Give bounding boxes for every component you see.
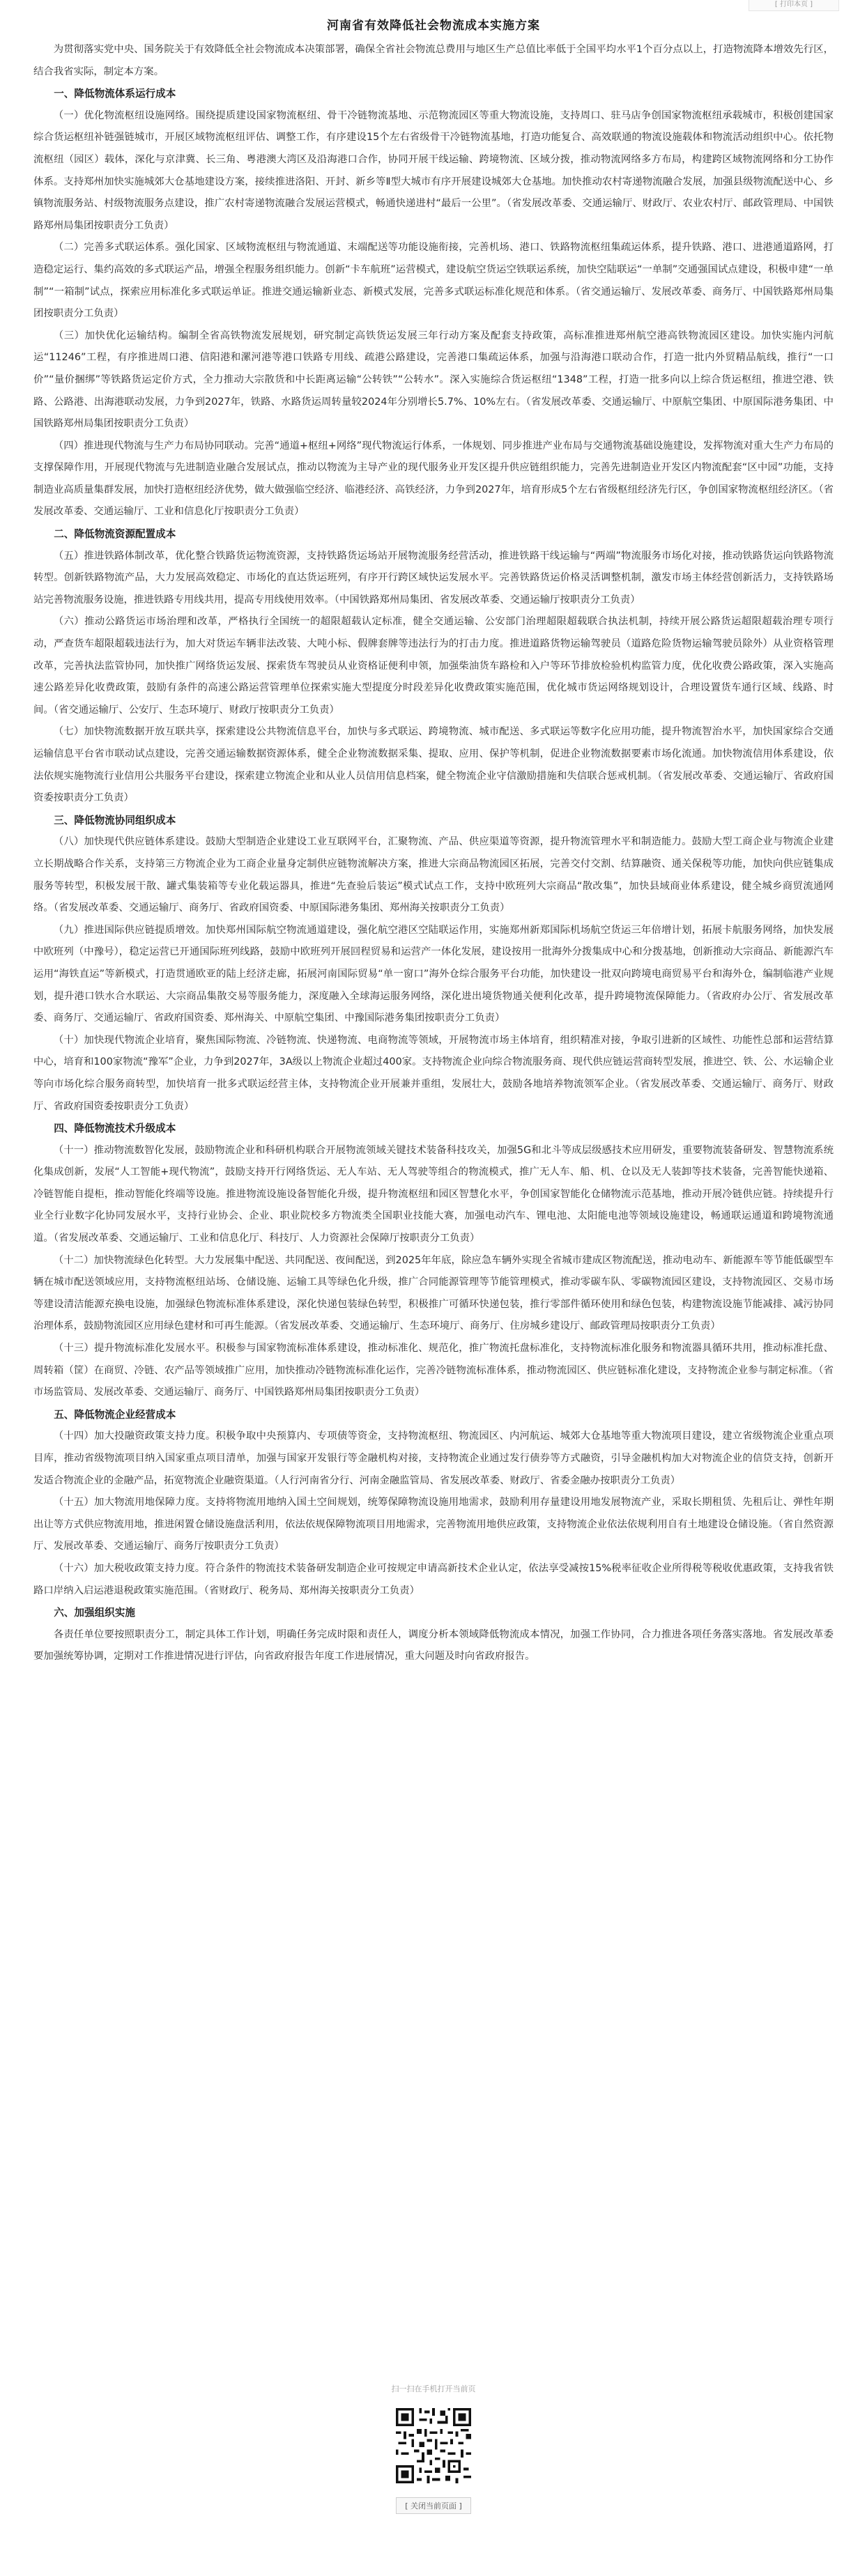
- section-heading: 三、降低物流协同组织成本: [54, 814, 176, 826]
- print-tab[interactable]: [749, 0, 839, 11]
- page-footer: [0, 2383, 867, 2514]
- body-paragraph: （三）加快优化运输结构。编制全省高铁物流发展规划，研究制定高铁货运发展三年行动方案及配套支持政策，高标准推进郑州航空港高铁物流园区建设。加快实施内河航运“11246”工程，有序推进周口港、信阳港和漯河港等港口铁路专用线、疏港公路建设，完善港口集疏运体系，加强与沿海港口联动合作，打造一批内外贸精品航线，推行“一口价”“量价捆绑”等铁路货运定价方式，全力推动大宗散货和中长距离运输“公转铁”“公转水”。深入实施综合货运枢纽“1348”工程，打造一批多向以上综合货运枢纽，推进空港、铁路、公路港、出海港联动发展，力争到2027年，铁路、水路货运周转量较2024年分别增长5.7%、10%左右。（省发展改革委、交通运输厅、中原航空集团、中原国际港务集团、中国铁路郑州局集团按职责分工负责）: [33, 330, 834, 430]
- section-heading: 四、降低物流技术升级成本: [54, 1123, 176, 1135]
- body-paragraph: （二）完善多式联运体系。强化国家、区域物流枢纽与物流通道、末端配送等功能设施衔接，完善机场、港口、铁路物流枢纽集疏运体系，提升铁路、港口、进港通道路网，打造稳定运行、集约高效的多式联运产品，增强全程服务组织能力。创新“卡车航班”运营模式，建设航空货运空铁联运系统，加快空陆联运“一单制”交通强国试点建设，积极申建“一单制”“一箱制”试点，探索应用标准化多式联运单证。推进交通运输新业态、新模式发展，完善多式联运标准化规范和体系。（省交通运输厅、发展改革委、商务厅、中国铁路郑州局集团按职责分工负责）: [33, 242, 834, 320]
- print-link[interactable]: [ 打印本页 ]: [774, 1, 813, 8]
- close-page-button[interactable]: [ 关闭当前页面 ]: [396, 2497, 471, 2514]
- body-paragraph: （八）加快现代供应链体系建设。鼓励大型制造企业建设工业互联网平台，汇聚物流、产品、供应渠道等资源，提升物流管理水平和制造能力。鼓励大型工商企业与物流企业建立长期战略合作关系，支持第三方物流企业为工商企业量身定制供应链物流解决方案，推进大宗商品物流园区拓展，完善交付交割、结算融资、通关保税等功能，加快向供应链集成服务等转型，积极发展干散、罐式集装箱等专业化载运器具，推进“先查验后装运”模式试点工作，支持中欧班列大宗商品“散改集”，加快县域商业体系建设，健全城乡商贸流通网络。（省发展改革委、交通运输厅、商务厅、省政府国资委、中原国际港务集团、郑州海关按职责分工负责）: [33, 836, 834, 914]
- body-paragraph: （五）推进铁路体制改革，优化整合铁路货运物流资源，支持铁路货运场站开展物流服务经营活动，推进铁路干线运输与“两端”物流服务市场化对接，推动铁路货运向铁路物流转型。创新铁路物流产品，大力发展高效稳定、市场化的直达货运班列，有序开行跨区域快运发展水平。完善铁路货运价格灵活调整机制，激发市场主体经营创新活力，支持铁路场站完善物流服务设施，推进铁路专用线共用，提高专用线使用效率。（中国铁路郑州局集团、省发展改革委、交通运输厅按职责分工负责）: [33, 550, 834, 606]
- body-paragraph: （九）推进国际供应链提质增效。加快郑州国际航空物流通道建设，强化航空港区空陆联运作用，实施郑州新郑国际机场航空货运三年倍增计划，拓展卡航服务网络，加快发展中欧班列（中豫号），稳定运营已开通国际班列线路，鼓励中欧班列开展回程贸易和运营产一体化发展，建设按用一批海外分拨集成中心和分拨基地，创新推动大宗商品、新能源汽车运用“海铁直运”等新模式，打造贯通欧亚的陆上经济走廊，拓展河南国际贸易“单一窗口”海外仓综合服务平台功能，加快建设一批双向跨境电商贸易平台和海外仓，编制临港产业规划，提升港口铁水合水联运、大宗商品集散交易等服务能力，深度融入全球海运服务网络，深化进出境货物通关便利化改革，提升跨境物流保障能力。（省政府办公厅、省发展改革委、商务厅、交通运输厅、省政府国资委、郑州海关、中原航空集团、中豫国际港务集团按职责分工负责）: [33, 924, 834, 1024]
- section-heading: 六、加强组织实施: [54, 1607, 135, 1619]
- body-paragraph: （十四）加大投融资政策支持力度。积极争取中央预算内、专项债等资金，支持物流枢纽、物流园区、内河航运、城郊大仓基地等重大物流项目建设，建立省级物流企业重点项目库，推动省级物流项目纳入国家重点项目清单，加强与国家开发银行等金融机构对接，支持物流企业通过发行债券等方式融资，引导金融机构加大对物流企业的信贷支持，创新开发适合物流企业的金融产品，拓宽物流企业融资渠道。（人行河南省分行、河南金融监管局、省发展改革委、财政厅、省委金融办按职责分工负责）: [33, 1430, 834, 1486]
- body-paragraph: （十五）加大物流用地保障力度。支持将物流用地纳入国土空间规划，统筹保障物流设施用地需求，鼓励利用存量建设用地发展物流产业，采取长期租赁、先租后让、弹性年期出让等方式供应物流用地，推进闲置仓储设施盘活利用，依法依规保障物流项目用地需求，完善物流用地供应政策，支持物流企业依法依规利用自有土地建设仓储设施。（省自然资源厅、发展改革委、交通运输厅、商务厅按职责分工负责）: [33, 1497, 834, 1552]
- qr-hint: 扫一扫在手机打开当前页: [391, 2384, 476, 2393]
- body-paragraph: （七）加快物流数据开放互联共享，探索建设公共物流信息平台，加快与多式联运、跨境物流、城市配送、多式联运等数字化应用功能，提升物流智治水平，加快国家综合交通运输信息平台省市联动试点建设，完善交通运输数据资源体系，健全企业物流数据采集、提取、应用、保护等机制，促进企业物流数据要素市场化流通。加快物流信用体系建设，依法依规实施物流行业信用公共服务平台建设，探索建立物流企业和从业人员信用信息档案，健全物流企业守信激励措施和失信联合惩戒机制。（省发展改革委、交通运输厅、省政府国资委按职责分工负责）: [33, 726, 834, 804]
- body-paragraph: （十三）提升物流标准化发展水平。积极参与国家物流标准体系建设，推动标准化、规范化，推广物流托盘标准化，支持物流标准化服务和物流器具循环共用，推动标准托盘、周转箱（筐）在商贸、冷链、农产品等领域推广应用，加快推动冷链物流标准化运作，完善冷链物流标准体系，推动物流园区、供应链标准化建设，支持物流企业参与制定标准。（省市场监管局、发展改革委、交通运输厅、商务厅、中国铁路郑州局集团按职责分工负责）: [33, 1343, 834, 1398]
- section-heading: 一、降低物流体系运行成本: [54, 88, 176, 100]
- qr-code-icon: [396, 2408, 471, 2483]
- body-paragraph: （十一）推动物流数智化发展，鼓励物流企业和科研机构联合开展物流领域关键技术装备科技攻关，加强5G和北斗等成层级感技术应用研发，重要物流装备研发、智慧物流系统化集成创新，发展“人工智能+现代物流”，鼓励支持开行网络货运、无人车站、无人驾驶等组合的物流模式，推广无人车、船、机、仓以及无人装卸等技术装备，完善智能快递箱、冷链智能自提柜，推动智能化终端等设施。推进物流设施设备智能化升级，提升物流枢纽和园区智慧化水平，争创国家智能化仓储物流示范基地，推动开展冷链供应链。持续提升行业全行业数字化协同发展水平，支持行业协会、企业、职业院校多方物流类全国职业技能大赛，加强电动汽车、锂电池、太阳能电池等领域设施建设，畅通联运通道和跨境物流通道。（省发展改革委、交通运输厅、工业和信息化厅、科技厅、人力资源社会保障厅按职责分工负责）: [33, 1144, 834, 1244]
- body-paragraph: （六）推动公路货运市场治理和改革，严格执行全国统一的超限超载认定标准，健全交通运输、公安部门治理超限超载联合执法机制，持续开展公路货运超限超载治理专项行动，严查货车超限超载违法行为，加大对货运车辆非法改装、大吨小标、假牌套牌等违法行为的打击力度。推进道路货物运输驾驶员（道路危险货物运输驾驶员除外）从业资格管理改革，完善执法监管协同，加快推广网络货运发展、探索货车驾驶员从业资格证便利申领，加强柴油货车路检和入户等环节排放检验机构监管力度，优化收费公路政策，深入实施高速公路差异化收费政策，鼓励有条件的高速公路运营管理单位探索实施大型提度分时段差异化收费政策实施范围，优化城市货运网络规划设计，合理设置货车通行区域、线路、时间。（省交通运输厅、公安厅、生态环境厅、财政厅按职责分工负责）: [33, 616, 834, 716]
- body-paragraph: 各责任单位要按照职责分工，制定具体工作计划，明确任务完成时限和责任人，调度分析本领域降低物流成本情况，加强工作协同，合力推进各项任务落实落地。省发展改革委要加强统筹协调，定期对工作推进情况进行评估，向省政府报告年度工作进展情况，重大问题及时向省政府报告。: [33, 1628, 834, 1663]
- body-paragraph: （四）推进现代物流与生产力布局协同联动。完善“通道+枢纽+网络”现代物流运行体系，一体规划、同步推进产业布局与交通物流基础设施建设，发挥物流对重大生产力布局的支撑保障作用，开展现代物流与先进制造业融合发展试点，推动以物流为主导产业的现代服务业开发区提升供应链组织能力，完善先进制造业开发区内物流配套“区中园”功能，支持制造业高质量集群发展，加快打造枢纽经济优势，做大做强临空经济、临港经济、高铁经济，力争到2027年，培育形成5个左右省级枢纽经济先行区，争创国家物流枢纽经济区。（省发展改革委、交通运输厅、工业和信息化厅按职责分工负责）: [33, 440, 834, 518]
- article-body: [33, 39, 834, 1668]
- body-paragraph: （一）优化物流枢纽设施网络。围绕提质建设国家物流枢纽、骨干冷链物流基地、示范物流园区等重大物流设施，支持周口、驻马店争创国家物流枢纽承载城市，积极创建国家综合货运枢纽补链强链城市，开展区域物流枢纽评估、调整工作，有序建设15个左右省级骨干冷链物流基地，打造功能复合、高效联通的物流设施载体和物流活动组织中心。依托物流枢纽（园区）载体，深化与京津冀、长三角、粤港澳大湾区及沿海港口合作，协同开展干线运输、跨境物流、区域分拨，推动物流网络多方布局，构建跨区域物流网络和分工协作体系。支持郑州加快实施城郊大仓基地建设方案，接续推进洛阳、开封、新乡等Ⅱ型大城市有序开展建设城郊大仓基地。加快推动农村寄递物流融合发展，加强县级物流配送中心、乡镇物流服务站、村级物流服务点建设，推广农村寄递物流融合发展运营模式，畅通快递进村“最后一公里”。（省发展改革委、交通运输厅、财政厅、农业农村厅、邮政管理局、中国铁路郑州局集团按职责分工负责）: [33, 109, 834, 231]
- section-heading: 二、降低物流资源配置成本: [54, 528, 176, 541]
- body-paragraph: （十六）加大税收政策支持力度。符合条件的物流技术装备研发制造企业可按规定申请高新技术企业认定，依法享受减按15%税率征收企业所得税等税收优惠政策，支持我省铁路口岸纳入启运港退税政策实施范围。（省财政厅、税务局、郑州海关按职责分工负责）: [33, 1562, 834, 1596]
- body-paragraph: （十二）加快物流绿色化转型。大力发展集中配送、共同配送、夜间配送，到2025年年底，除应急车辆外实现全省城市建成区物流配送，推动电动车、新能源车等节能低碳型车辆在城市配送领域应用，支持物流枢纽站场、仓储设施、运输工具等绿色化升级，推广合同能源管理等节能管理模式，推动零碳车队、零碳物流园区建设，支持物流园区、交易市场等建设清洁能源充换电设施，加强绿色物流标准体系建设，深化快递包装绿色转型，积极推广可循环快递包装，推行零部件循环使用和绿色包装，构建物流设施节能减排、减污协同治理体系，鼓励物流园区应用绿色建材和可再生能源。（省发展改革委、交通运输厅、生态环境厅、商务厅、住房城乡建设厅、邮政管理局按职责分工负责）: [33, 1254, 834, 1332]
- body-paragraph: （十）加快现代物流企业培育，聚焦国际物流、冷链物流、快递物流、电商物流等领域，开展物流市场主体培育，组织精准对接，争取引进新的区域性、功能性总部和运营结算中心，培育和100家物流“豫军”企业，力争到2027年，3A级以上物流企业超过400家。支持物流企业向综合物流服务商、现代供应链运营商转型发展，推进空、铁、公、水运输企业等向市场化综合服务商转型，加快培育一批多式联运经营主体，支持物流企业开展兼并重组，发展壮大，鼓励各地培养物流领军企业。（省发展改革委、交通运输厅、商务厅、财政厅、省政府国资委按职责分工负责）: [33, 1034, 834, 1112]
- article-title: 河南省有效降低社会物流成本实施方案: [327, 19, 540, 33]
- intro-paragraph: 为贯彻落实党中央、国务院关于有效降低全社会物流成本决策部署，确保全省社会物流总费用与地区生产总值比率低于全国平均水平1个百分点以上，打造物流降本增效先行区，结合我省实际，制定本方案。: [33, 44, 834, 77]
- section-heading: 五、降低物流企业经营成本: [54, 1408, 176, 1421]
